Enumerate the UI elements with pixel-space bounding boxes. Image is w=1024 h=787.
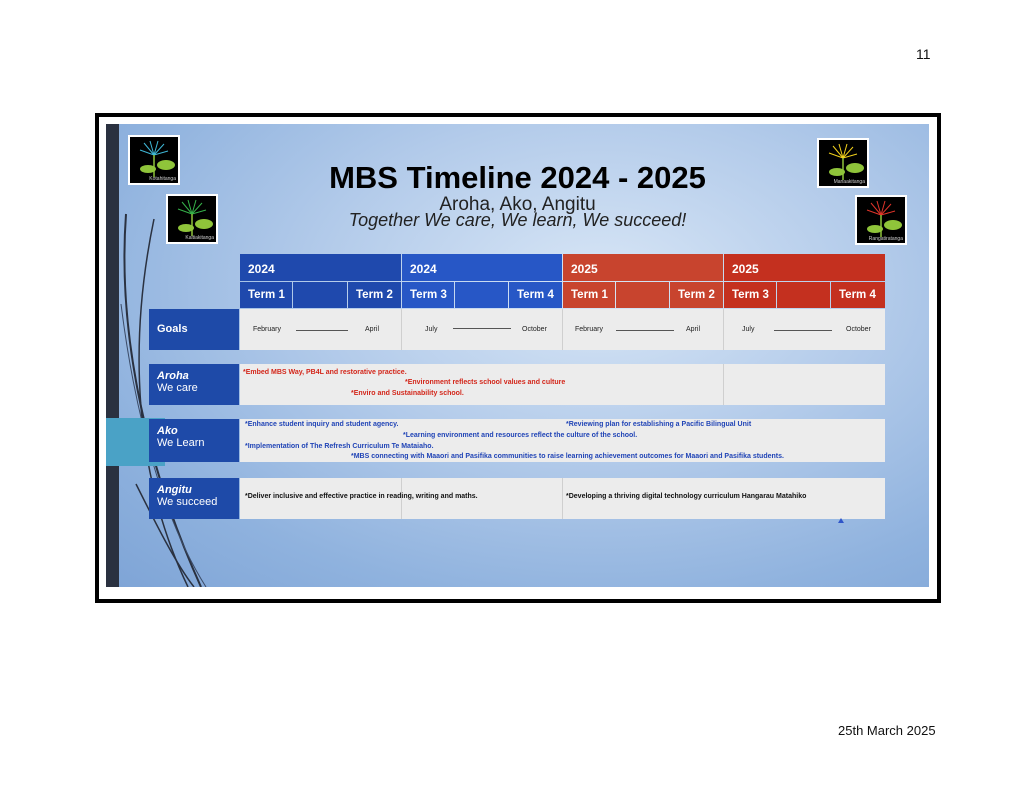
aroha-item: *Embed MBS Way, PB4L and restorative practice. [243, 369, 407, 376]
logo-label: Kotahitanga [149, 176, 176, 182]
ako-label [149, 419, 239, 462]
ako-item: *MBS connecting with Maaori and Pasifika communities to raise learning achievement outcomes for Maaori and Pasifika students. [351, 453, 784, 460]
goal-month: July [742, 326, 755, 333]
goal-span-line [296, 330, 348, 331]
goals-label: Goals [149, 309, 239, 350]
goal-month: October [846, 326, 871, 333]
term-spacer [293, 282, 347, 308]
term-cell: Term 1 [563, 282, 615, 308]
cell-divider [401, 309, 402, 350]
year-header: 2024 [402, 254, 562, 281]
footer-date: 25th March 2025 [838, 723, 936, 738]
ako-item: *Reviewing plan for establishing a Pacific Bilingual Unit [566, 421, 752, 428]
term-cell: Term 3 [402, 282, 454, 308]
timeline-slide [106, 124, 929, 587]
slide-title: MBS Timeline 2024 - 2025 [329, 160, 706, 195]
term-cell: Term 4 [831, 282, 885, 308]
triangle-marker-icon [838, 518, 844, 523]
goal-month: February [575, 326, 604, 333]
cell-divider [562, 309, 563, 350]
logo-label: Rangatiratanga [868, 236, 903, 242]
ako-item: *Implementation of The Refresh Curriculum Te Mataiaho. [245, 443, 434, 450]
cell-divider [562, 478, 563, 519]
aroha-label-en: We care [157, 382, 198, 394]
angitu-item: *Deliver inclusive and effective practice in reading, writing and maths. [245, 493, 478, 500]
term-cell: Term 4 [509, 282, 562, 308]
goal-month: July [425, 326, 438, 333]
term-cell: Term 1 [240, 282, 292, 308]
goal-month: October [522, 326, 547, 333]
ako-label-maori: Ako [157, 425, 178, 437]
term-spacer [777, 282, 830, 308]
year-header: 2025 [724, 254, 885, 281]
term-cell: Term 3 [724, 282, 776, 308]
ako-item: *Enhance student inquiry and student agency. [245, 421, 399, 428]
year-header: 2025 [563, 254, 723, 281]
ako-label-en: We Learn [157, 437, 205, 449]
slide-subtitle: Aroha, Ako, Angitu [439, 194, 596, 215]
aroha-item: *Environment reflects school values and culture [405, 379, 566, 386]
cell-divider [723, 309, 724, 350]
term-cell: Term 2 [670, 282, 723, 308]
angitu-label-en: We succeed [157, 496, 218, 508]
page-number: 11 [916, 46, 931, 62]
goal-month: April [686, 326, 701, 333]
slide-tagline: Together We care, We learn, We succeed! [348, 210, 687, 230]
aroha-item: *Enviro and Sustainability school. [351, 390, 464, 397]
term-cell: Term 2 [348, 282, 401, 308]
goal-span-line [616, 330, 674, 331]
ako-item: *Learning environment and resources reflect the culture of the school. [403, 432, 638, 439]
year-header: 2024 [240, 254, 401, 281]
term-spacer [616, 282, 669, 308]
angitu-item: *Developing a thriving digital technology curriculum Hangarau Matahiko [566, 493, 807, 500]
logo-label: Kaitiakitanga [185, 235, 214, 241]
aroha-label-maori: Aroha [157, 370, 189, 382]
angitu-label-maori: Angitu [157, 484, 192, 496]
logo-label: Manaakitanga [833, 179, 865, 185]
goal-month: February [253, 326, 282, 333]
cell-divider [723, 364, 724, 405]
angitu-label [149, 478, 239, 519]
term-spacer [455, 282, 508, 308]
goal-span-line [774, 330, 832, 331]
goal-month: April [365, 326, 380, 333]
aroha-label [149, 364, 239, 405]
goal-span-line [453, 328, 511, 329]
